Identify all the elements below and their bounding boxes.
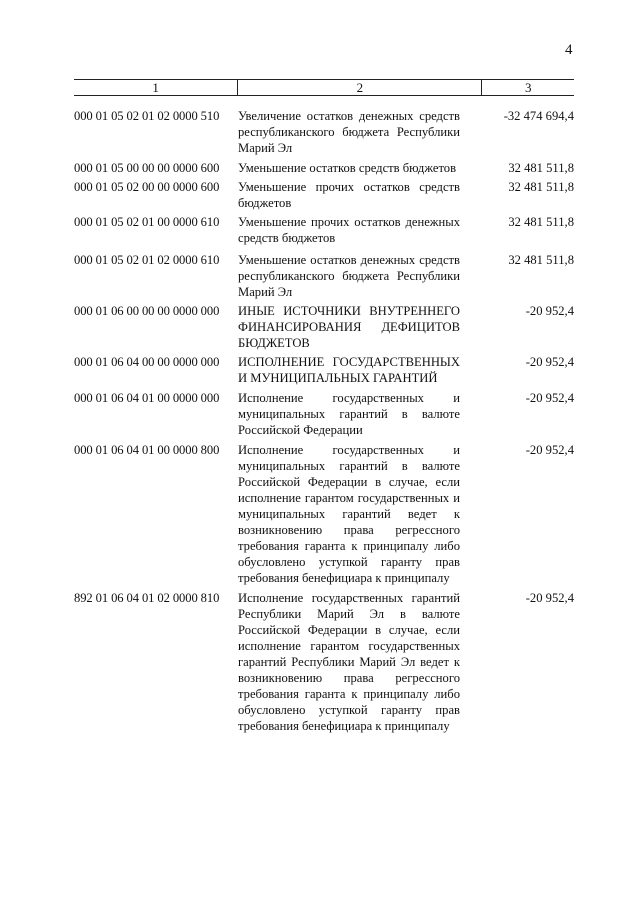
row-amount: -20 952,4 xyxy=(525,304,574,318)
row-description: Исполнение государственных и муниципальных гарантий в валюте Российской Федерации xyxy=(238,391,460,437)
page-number: 4 xyxy=(565,42,573,58)
budget-code: 000 01 05 02 01 02 0000 510 xyxy=(74,109,220,123)
budget-code: 000 01 05 02 01 00 0000 610 xyxy=(74,215,220,229)
row-description: ИСПОЛНЕНИЕ ГОСУДАРСТВЕННЫХ И МУНИЦИПАЛЬНЫХ ГАРАНТИЙ xyxy=(238,355,460,385)
table-row xyxy=(74,354,574,386)
table-header xyxy=(74,79,574,96)
row-description: Уменьшение остатков денежных средств республиканского бюджета Республики Марий Эл xyxy=(238,253,460,299)
budget-code: 000 01 06 04 01 00 0000 800 xyxy=(74,443,220,457)
budget-code: 892 01 06 04 01 02 0000 810 xyxy=(74,591,220,605)
column-header-3: 3 xyxy=(524,80,532,95)
budget-code: 000 01 05 02 01 02 0000 610 xyxy=(74,253,220,267)
row-amount: -20 952,4 xyxy=(525,591,574,605)
row-description: Уменьшение остатков средств бюджетов xyxy=(238,161,457,175)
budget-code: 000 01 06 04 00 00 0000 000 xyxy=(74,355,220,369)
row-amount: 32 481 511,8 xyxy=(508,180,574,194)
table-row xyxy=(74,303,574,351)
row-amount: -20 952,4 xyxy=(525,391,574,405)
table-body xyxy=(74,108,574,734)
row-description: Уменьшение прочих остатков средств бюджетов xyxy=(238,180,460,210)
row-description: Исполнение государственных гарантий Республики Марий Эл в валюте Российской Федерации в случае, если исполнение гарантом государственных гарантий Республики Марий Эл ведет к возникновению права регрессного требования гаранта к принципалу либо обусловлено уступкой гаранту прав требования бенефициара к принципалу xyxy=(238,591,460,733)
row-amount: 32 481 511,8 xyxy=(508,253,574,267)
budget-code: 000 01 05 00 00 00 0000 600 xyxy=(74,161,220,175)
table-row xyxy=(74,108,574,156)
row-amount: -20 952,4 xyxy=(525,355,574,369)
column-header-2: 2 xyxy=(238,80,482,95)
table-row xyxy=(74,179,574,211)
column-header-1: 1 xyxy=(74,80,238,95)
row-amount: -32 474 694,4 xyxy=(503,109,574,123)
budget-code: 000 01 06 00 00 00 0000 000 xyxy=(74,304,220,318)
row-description: Исполнение государственных и муниципальных гарантий в валюте Российской Федерации в случае, если исполнение гарантом государственных и муниципальных гарантий ведет к возникновению права регрессного требования гаранта к принципалу либо обусловлено уступкой гаранту прав требования бенефициара к принципалу xyxy=(238,443,460,585)
table-row xyxy=(74,160,574,176)
row-amount: 32 481 511,8 xyxy=(508,215,574,229)
row-description: ИНЫЕ ИСТОЧНИКИ ВНУТРЕННЕГО ФИНАНСИРОВАНИЯ ДЕФИЦИТОВ БЮДЖЕТОВ xyxy=(238,304,460,350)
table-row xyxy=(74,442,574,586)
row-description: Уменьшение прочих остатков денежных средств бюджетов xyxy=(238,215,460,245)
table-row xyxy=(74,214,574,246)
budget-code: 000 01 05 02 00 00 0000 600 xyxy=(74,180,220,194)
budget-code: 000 01 06 04 01 00 0000 000 xyxy=(74,391,220,405)
table-row xyxy=(74,390,574,438)
row-description: Увеличение остатков денежных средств республиканского бюджета Республики Марий Эл xyxy=(238,109,460,155)
table-row xyxy=(74,590,574,734)
row-amount: -20 952,4 xyxy=(525,443,574,457)
table-row xyxy=(74,252,574,300)
row-amount: 32 481 511,8 xyxy=(508,161,574,175)
